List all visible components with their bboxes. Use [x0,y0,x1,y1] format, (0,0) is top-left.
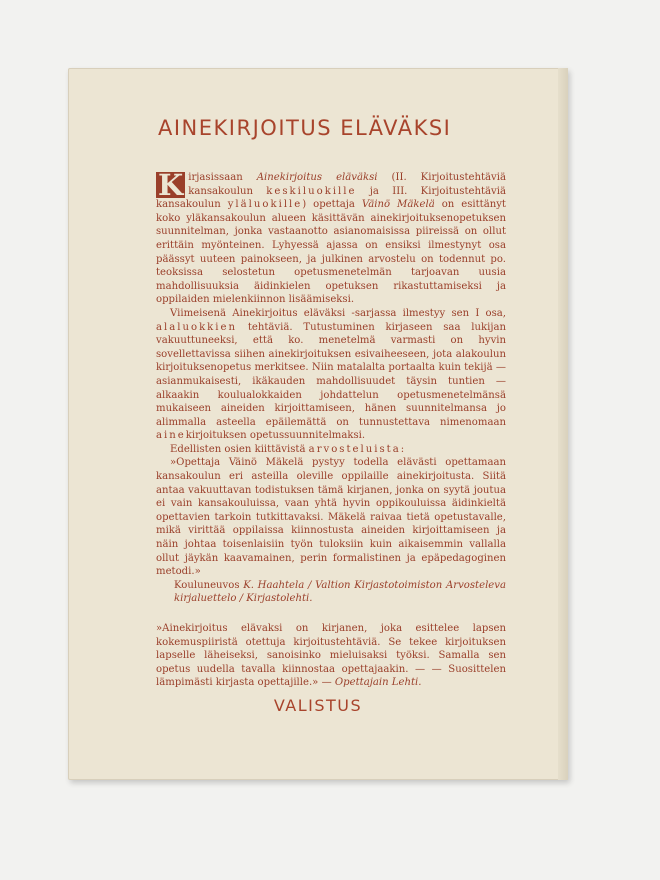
drop-cap: K [158,168,184,202]
cover-edge [558,68,568,780]
second-paragraph: Viimeisenä Ainekirjoitus eläväksi -sarjassa ilmestyy sen I osa, alaluokkien tehtäviä. Tutustuminen kirjaseen saa lukijan vakuuttuneeksi, että ko. menetelmä varmasti on hyvin sovellettavissa siihen ainekirjoituksen esivaiheeseen, jota alakoulun kirjoituksenopetus merkitsee. Niin matalalta portaalta kuin tekijä — asianmukaisesti, ikäkauden mahdollisuudet täysin tuntien — alkaakin koulualokkaiden johdattelun opetusmenetelmänsä mukaiseen aineiden kirjoittamiseen, hänen suunnitelmansa jo alimmalla asteella epäilemättä on tunnustettava nimenomaan ainekirjoituksen opetussuunnitelmaksi. [156,307,506,442]
review-source-2: Opettajain Lehti. [334,677,422,689]
intro-paragraph: K irjasissaan Ainekirjoitus eläväksi (II. Kirjoitustehtäviä kansakoulun keskiluokille ja III. Kirjoitustehtäviä kansakoulun yläluokille) opettaja Väinö Mäkelä on esittänyt koko yläkansakoulun alueen käsittävän ainekirjoituksenopetuksen suunnitelman, jonka vastaanotto asianomaisissa piireissä on ollut erittäin myönteinen. Lyhyessä ajassa on ensiksi ilmestynyt osa päässyt uuteen painokseen, ja julkinen arvostelu on todennut po. teoksissa selostetun opetusmenetelmän tarjoavan uusia mahdollisuuksia äidinkielen opetuksen rikastuttamiseksi ja oppilaiden mielenkiinnon lisäämiseksi. [156,168,507,306]
spacer [156,606,506,622]
blurb-text [156,168,507,690]
review-quote-2: »Ainekirjoitus elävaksi on kirjanen, joka esittelee lapsen kokemuspiiristä otettuja kirjoitustehtäviä. Se tekee kirjoituksen lapselle läheiseksi, sanoisinko mieluisaksi työksi. Samalla sen opetus uudella tavalla kiinnostaa opettajaakin. — — Suosittelen lämpimästi kirjasta opettajille.» — Opettajain Lehti. [156,623,506,689]
author-name: Väinö Mäkelä [361,199,435,211]
third-paragraph: Edellisten osien kiittävistä arvosteluista: [170,443,405,455]
book-title-italic: Ainekirjoitus eläväksi [256,172,378,183]
review-quote-1: »Opettaja Väinö Mäkelä pystyy todella elävästi opettamaan kansakoulun eri asteilla oleville oppilaille ainekirjoitusta. Siitä antaa vakuuttavan todistuksen tämä kirjanen, jonka on syytä joutua ei vain kansakouluissa, vaan yhtä hyvin oppikouluissa äidinkieltä opettavien tarkoin tutkittavaksi. Mäkelä raivaa tietä opetustavalle, mikä virittää oppilaissa kiinnostusta aineiden kirjoittamiseen ja näin johtaa toisenlaisiin työn tuloksiin kuin aikaisemmin vallalla ollut jäykän kaavamainen, perin formalistinen ja epäpedagoginen metodi.» [156,457,506,578]
review-attribution-1: Kouluneuvos K. Haahtela / Valtion Kirjastotoimiston Arvosteleva kirjaluettelo / Kirjastolehti. [174,579,506,605]
publisher-name: VALISTUS [273,696,363,715]
book-back-cover [68,68,568,780]
cover-title: AINEKIRJOITUS ELÄVÄKSI [158,116,452,140]
review-block-2 [156,622,506,690]
